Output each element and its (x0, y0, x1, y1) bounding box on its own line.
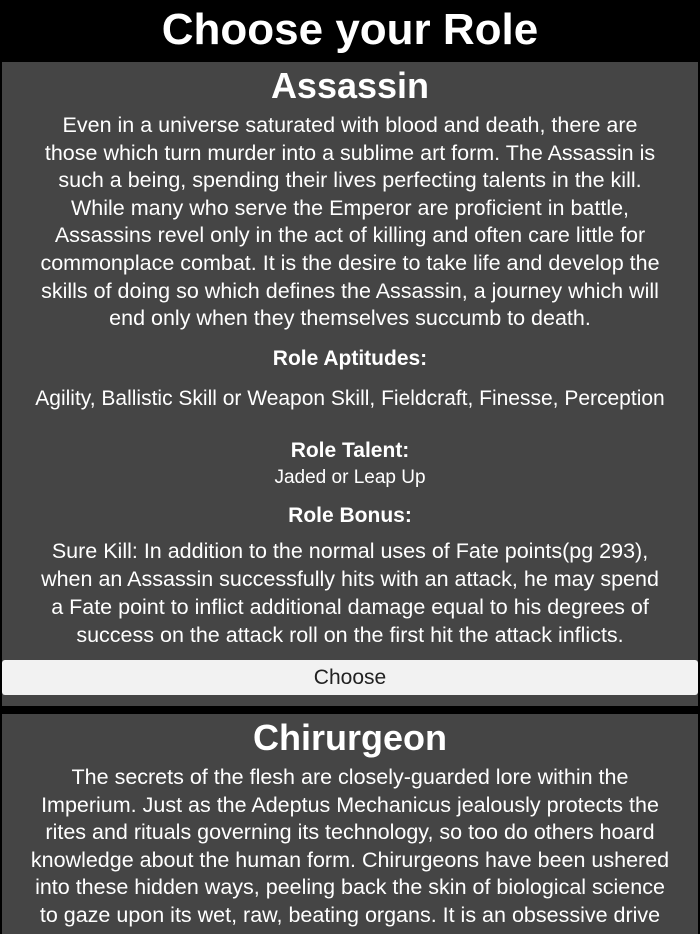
description-line: into these hidden ways, peeling back the skin of biological science (35, 875, 665, 900)
aptitudes-value: Agility, Ballistic Skill or Weapon Skill, Fieldcraft, Finesse, Perception (35, 386, 665, 410)
role-name: Assassin (270, 65, 430, 106)
description-line: commonplace combat. It is the desire to take life and develop the (40, 250, 660, 275)
description-line: knowledge about the human form. Chirurgeons have been ushered (30, 847, 670, 872)
aptitudes-label: Role Aptitudes: (272, 346, 428, 370)
role-description (2, 112, 698, 333)
description-line: Imperium. Just as the Adeptus Mechanicus jealously protects the (41, 792, 659, 817)
role-bonus (2, 537, 698, 649)
description-line: rites and rituals governing its technology, so too do others hoard (45, 820, 655, 845)
role-name: Chirurgeon (253, 717, 447, 758)
page-title: Choose your Role (161, 5, 539, 54)
role-card-assassin (2, 62, 698, 706)
description-line: those which turn murder into a sublime art form. The Assassin is (44, 140, 656, 165)
description-line: The secrets of the flesh are closely-guarded lore within the (71, 765, 629, 789)
talent-value: Jaded or Leap Up (274, 466, 426, 488)
description-line: end only when they themselves succumb to death. (109, 306, 591, 331)
bonus-label: Role Bonus: (288, 503, 412, 527)
talent-label: Role Talent: (290, 438, 410, 462)
role-card-chirurgeon (2, 714, 698, 934)
description-line: such a being, spending their lives perfecting talents in the kill. (58, 168, 642, 193)
description-line: Assassins revel only in the act of killing and often care little for (54, 223, 646, 248)
role-description (2, 764, 698, 930)
description-line: Even in a universe saturated with blood and death, there are (62, 113, 638, 137)
bonus-line: Sure Kill: In addition to the normal uses of Fate points(pg 293), (51, 538, 649, 563)
choose-button[interactable]: Choose (2, 660, 698, 695)
bonus-line: a Fate point to inflict additional damage equal to his degrees of (51, 594, 649, 619)
description-line: to gaze upon its wet, raw, beating organs. It is an obsessive drive (39, 902, 661, 927)
bonus-line: when an Assassin successfully hits with an attack, he may spend (41, 566, 659, 591)
description-line: skills of doing so which defines the Assassin, a journey which will (41, 278, 659, 303)
description-line: While many who serve the Emperor are proficient in battle, (70, 195, 630, 220)
bonus-line: success on the attack roll on the first hit the attack inflicts. (76, 622, 624, 647)
